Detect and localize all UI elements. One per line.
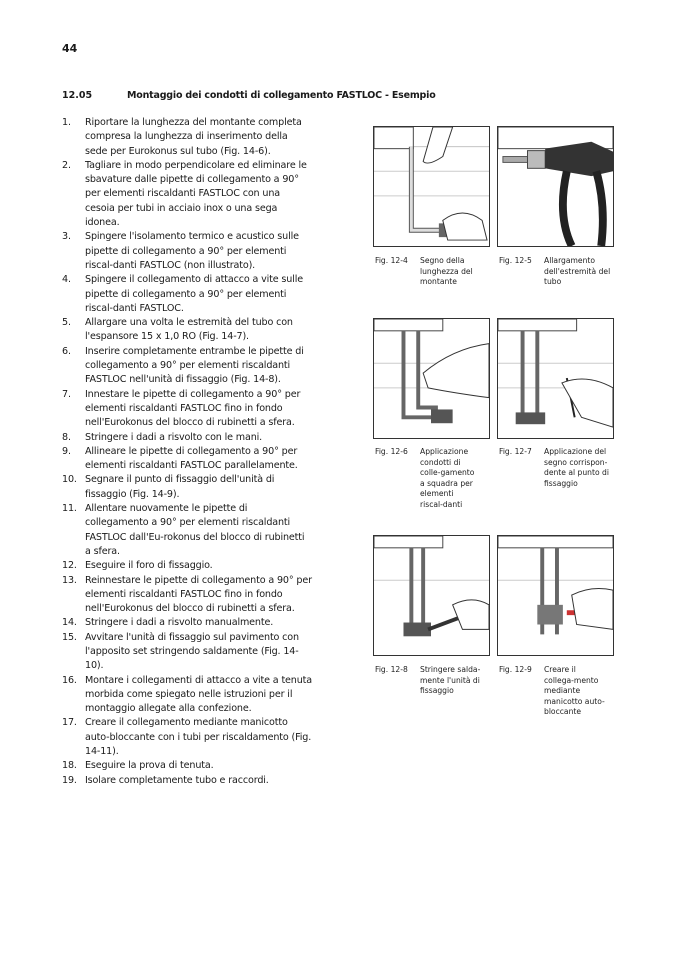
step-item — [62, 431, 312, 445]
figure-12-5 — [497, 126, 614, 247]
figure-caption-text: Stringere salda-mente l'unità di fissaggio — [420, 665, 481, 696]
figure-label: Fig. 12-5 — [499, 256, 532, 265]
step-item — [62, 230, 312, 273]
step-text: Avvitare l'unità di fissaggio sul pavimento con l'apposito set stringendo saldamente (Fig. 14-10). — [85, 631, 299, 672]
figure-12-7 — [497, 318, 614, 439]
step-number: 15. — [62, 631, 77, 643]
step-text: Eseguire la prova di tenuta. — [85, 760, 214, 772]
figure-caption-text: Creare il collega-mento mediante manicotto auto-bloccante — [544, 665, 605, 717]
step-number: 4. — [62, 274, 71, 286]
step-number: 11. — [62, 503, 77, 515]
step-number: 14. — [62, 617, 77, 629]
step-number: 12. — [62, 560, 77, 572]
step-number: 5. — [62, 317, 71, 329]
figure-caption-text: Applicazione condotti di colle-gamento a squadra per elementi riscal-danti — [420, 447, 475, 509]
figure-label: Fig. 12-7 — [499, 447, 532, 456]
step-number: 18. — [62, 760, 77, 772]
step-text: Riportare la lunghezza del montante completa compresa la lunghezza di inserimento della sede per Eurokonus sul tubo (Fig. 14-6). — [85, 117, 302, 157]
step-text: Allargare una volta le estremità del tubo con l'espansore 15 x 1,0 RO (Fig. 14-7). — [85, 317, 293, 343]
step-item — [62, 574, 312, 617]
step-item — [62, 473, 312, 502]
section-title: Montaggio dei condotti di collegamento FASTLOC - Esempio — [127, 90, 436, 101]
step-text: Creare il collegamento mediante manicotto auto-bloccante con i tubi per riscaldamento (Fig. 14-11). — [85, 717, 312, 758]
step-number: 6. — [62, 345, 71, 357]
step-text: Allineare le pipette di collegamento a 90° per elementi riscaldanti FASTLOC parallelamente. — [85, 445, 298, 472]
step-item — [62, 502, 312, 559]
step-number: 2. — [62, 159, 71, 171]
step-item — [62, 345, 312, 388]
step-number: 8. — [62, 431, 71, 443]
step-text: Spingere il collegamento di attacco a vite sulle pipette di collegamento a 90° per elementi riscal-danti FASTLOC. — [85, 274, 303, 314]
figure-12-9 — [497, 535, 614, 656]
figure-caption-text: Allargamento dell'estremità del tubo — [544, 256, 611, 287]
step-number: 7. — [62, 388, 71, 400]
step-text: Spingere l'isolamento termico e acustico sulle pipette di collegamento a 90° per elementi riscal-danti FASTLOC (non illustrato). — [85, 231, 299, 271]
figure-caption-text: Applicazione del segno corrispon-dente al punto di fissaggio — [544, 447, 609, 488]
tighten-fixing-unit-illustration — [374, 536, 489, 655]
step-number: 19. — [62, 774, 77, 786]
step-text: Allentare nuovamente le pipette di collegamento a 90° per elementi riscaldanti FASTLOC dall'Eu-rokonus del blocco di rubinetti a sfera. — [85, 503, 305, 557]
figure-12-4 — [373, 126, 490, 247]
step-text: Reinnestare le pipette di collegamento a 90° per elementi riscaldanti FASTLOC fino in fondo nell'Eurokonus del blocco di rubinetti a sfera. — [85, 574, 312, 615]
step-number: 17. — [62, 717, 77, 729]
step-text: Segnare il punto di fissaggio dell'unità di fissaggio (Fig. 14-9). — [85, 474, 275, 500]
step-text: Tagliare in modo perpendicolare ed eliminare le sbavature dalle pipette di collegamento a 90° per elementi riscaldanti FASTLOC con una cesoia per tubi in acciaio inox o una sega idonea. — [85, 159, 307, 229]
step-number: 9. — [62, 445, 71, 457]
step-text: Stringere i dadi a risvolto con le mani. — [85, 431, 263, 443]
step-item — [62, 631, 312, 674]
step-item — [62, 388, 312, 431]
step-number: 10. — [62, 474, 77, 486]
step-item — [62, 616, 312, 630]
figure-caption-text: Segno della lunghezza del montante — [420, 256, 473, 287]
figure-label: Fig. 12-9 — [499, 665, 532, 674]
step-number: 1. — [62, 117, 71, 128]
step-item — [62, 159, 312, 230]
step-item — [62, 116, 312, 159]
steps-list — [62, 116, 312, 788]
step-item — [62, 559, 312, 573]
step-item — [62, 716, 312, 759]
figure-label: Fig. 12-8 — [375, 665, 408, 674]
step-item — [62, 273, 312, 316]
step-text: Stringere i dadi a risvolto manualmente. — [85, 617, 274, 629]
pipe-expander-illustration — [498, 127, 613, 246]
step-number: 16. — [62, 674, 77, 686]
riser-marking-illustration — [374, 127, 489, 246]
step-number: 13. — [62, 574, 77, 586]
figure-label: Fig. 12-6 — [375, 447, 408, 456]
page-number: 44 — [62, 42, 78, 55]
step-number: 3. — [62, 231, 71, 243]
step-text: Eseguire il foro di fissaggio. — [85, 560, 213, 572]
connector-application-illustration — [374, 319, 489, 438]
step-text: Isolare completamente tubo e raccordi. — [85, 774, 269, 786]
step-text: Montare i collegamenti di attacco a vite a tenuta morbida come spiegato nelle istruzioni per il montaggio allegate alla confezione. — [85, 674, 313, 715]
figure-label: Fig. 12-4 — [375, 256, 408, 265]
figure-12-8 — [373, 535, 490, 656]
press-fit-connection-illustration — [498, 536, 613, 655]
step-item — [62, 445, 312, 474]
step-item — [62, 774, 312, 788]
section-number: 12.05 — [62, 90, 93, 101]
figure-12-6 — [373, 318, 490, 439]
step-item — [62, 316, 312, 345]
step-item — [62, 674, 312, 717]
step-item — [62, 759, 312, 773]
step-text: Inserire completamente entrambe le pipette di collegamento a 90° per elementi riscaldanti FASTLOC nell'unità di fissaggio (Fig. 14-8). — [85, 345, 304, 386]
step-text: Innestare le pipette di collegamento a 90° per elementi riscaldanti FASTLOC fino in fondo nell'Eurokonus del blocco di rubinetti a sfera. — [85, 388, 301, 429]
marking-fixing-point-illustration — [498, 319, 613, 438]
